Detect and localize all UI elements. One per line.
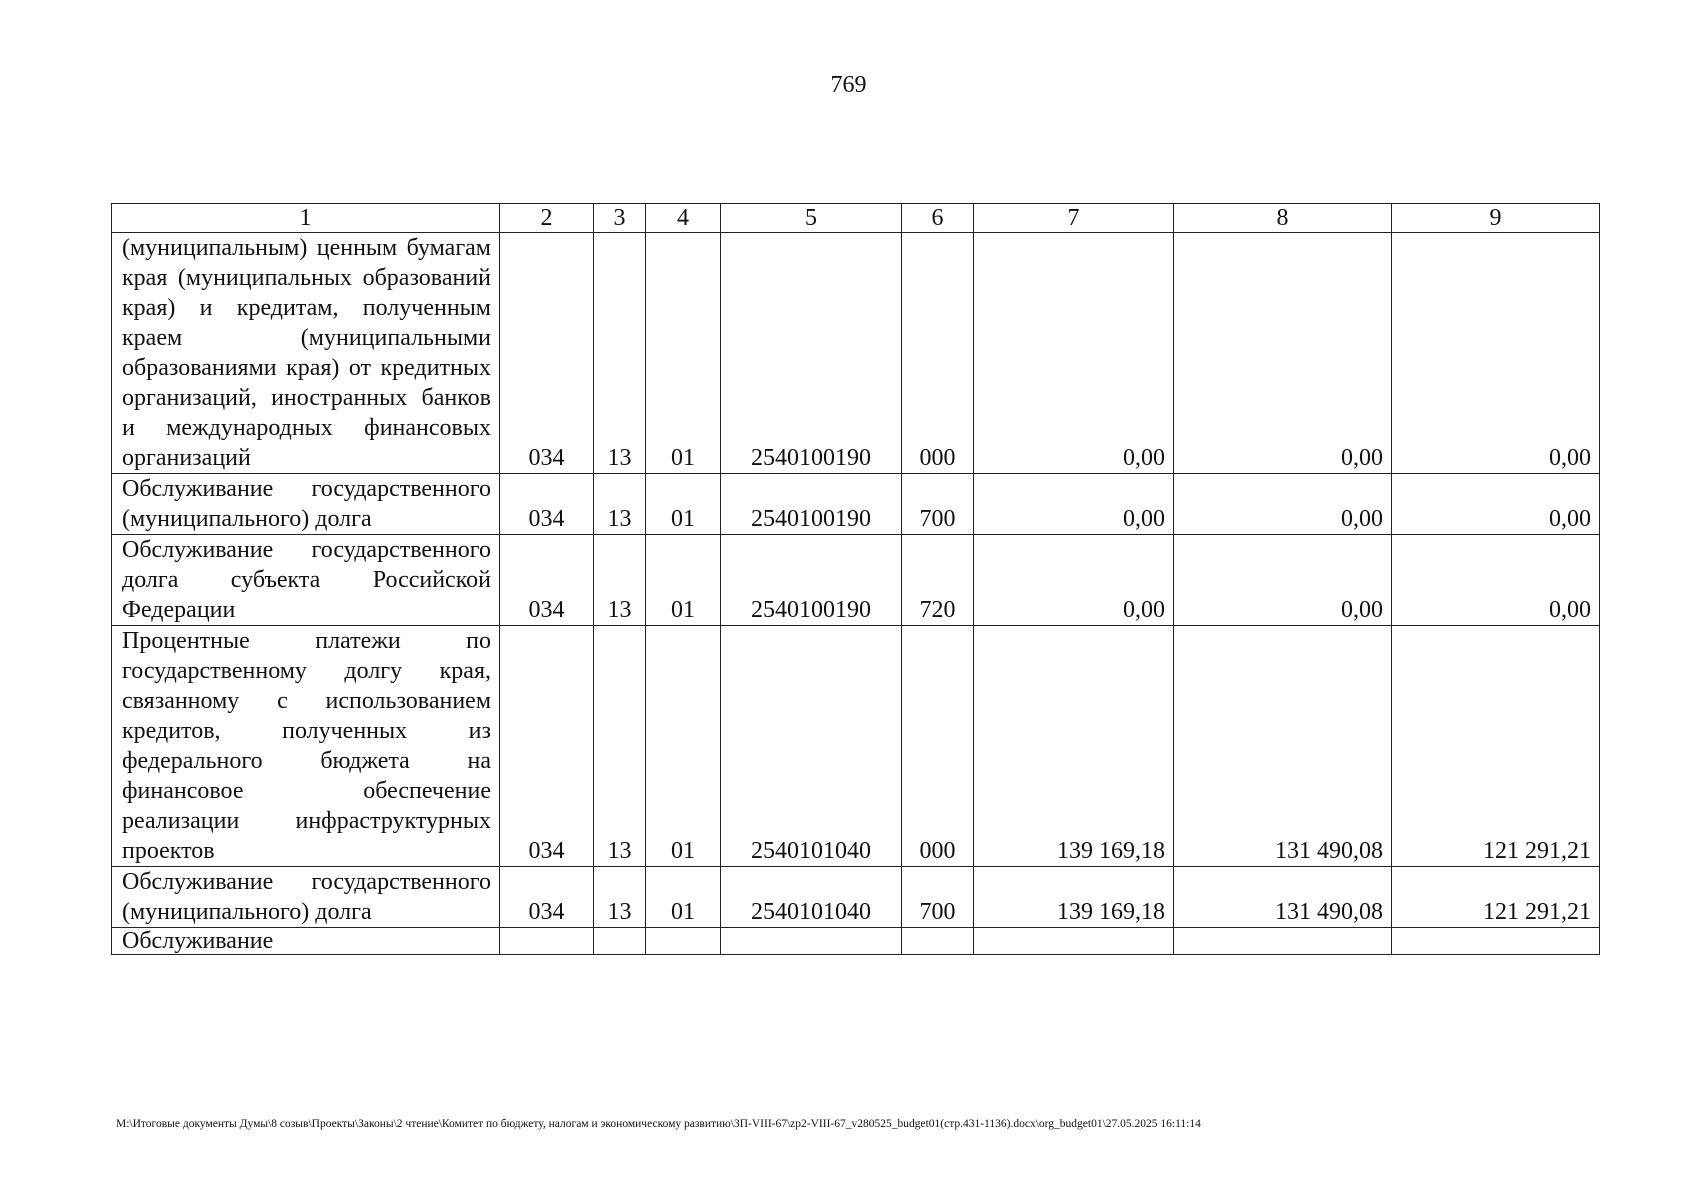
column-header: 3 <box>594 204 646 233</box>
cell-c6: 720 <box>902 535 974 626</box>
cell-c7: 0,00 <box>974 233 1174 474</box>
row-description: Обслуживание государственного долга субъекта Российской Федерации <box>112 535 500 626</box>
column-header: 9 <box>1392 204 1600 233</box>
cell-c6: 700 <box>902 474 974 535</box>
cell-c7: 139 169,18 <box>974 626 1174 867</box>
table-row <box>112 474 1600 535</box>
table-row <box>112 233 1600 474</box>
row-description: (муниципальным) ценным бумагам края (муниципальных образований края) и кредитам, полученным краем (муниципальными образованиями края) от кредитных организаций, иностранных банков и международных финансовых организаций <box>112 233 500 474</box>
cell-c4: 01 <box>646 535 721 626</box>
cell-c4: 01 <box>646 626 721 867</box>
column-header: 4 <box>646 204 721 233</box>
cell-c2: 034 <box>500 535 594 626</box>
cell-c3: 13 <box>594 867 646 928</box>
cell-c5: 2540101040 <box>721 626 902 867</box>
cell-c3: 13 <box>594 233 646 474</box>
cell-c6: 700 <box>902 867 974 928</box>
column-header: 5 <box>721 204 902 233</box>
cell-c5: 2540100190 <box>721 233 902 474</box>
cell-c3 <box>594 928 646 955</box>
cell-c8: 0,00 <box>1174 535 1392 626</box>
cell-c9: 0,00 <box>1392 233 1600 474</box>
cell-c7 <box>974 928 1174 955</box>
cell-c9: 0,00 <box>1392 474 1600 535</box>
cell-c9: 121 291,21 <box>1392 867 1600 928</box>
cell-c5: 2540100190 <box>721 474 902 535</box>
cell-c4: 01 <box>646 233 721 474</box>
cell-c2: 034 <box>500 233 594 474</box>
row-description: Обслуживание <box>112 928 500 955</box>
cell-c7: 139 169,18 <box>974 867 1174 928</box>
cell-c4: 01 <box>646 474 721 535</box>
cell-c8: 0,00 <box>1174 474 1392 535</box>
page-number: 769 <box>830 72 867 98</box>
cell-c6: 000 <box>902 233 974 474</box>
cell-c8: 0,00 <box>1174 233 1392 474</box>
footer-file-path: M:\Итоговые документы Думы\8 созыв\Проекты\Законы\2 чтение\Комитет по бюджету, налогам и экономическому развитию\ЗП-VIII-67\zp2-VIII-67_v280525_budget01(стр.431-1136).docx\org_budget01\27.05.2025 16:11:14 <box>116 1118 1201 1130</box>
cell-c4 <box>646 928 721 955</box>
cell-c4: 01 <box>646 867 721 928</box>
cell-c9 <box>1392 928 1600 955</box>
cell-c9: 121 291,21 <box>1392 626 1600 867</box>
cell-c8 <box>1174 928 1392 955</box>
table-row <box>112 535 1600 626</box>
table-row <box>112 867 1600 928</box>
cell-c6: 000 <box>902 626 974 867</box>
table-row <box>112 626 1600 867</box>
table-row <box>112 928 1600 955</box>
cell-c2: 034 <box>500 867 594 928</box>
cell-c3: 13 <box>594 626 646 867</box>
cell-c2 <box>500 928 594 955</box>
column-header: 1 <box>112 204 500 233</box>
column-header: 2 <box>500 204 594 233</box>
cell-c7: 0,00 <box>974 474 1174 535</box>
column-header: 6 <box>902 204 974 233</box>
cell-c5: 2540101040 <box>721 867 902 928</box>
table-header-row <box>112 204 1600 233</box>
column-header: 7 <box>974 204 1174 233</box>
cell-c5 <box>721 928 902 955</box>
cell-c3: 13 <box>594 535 646 626</box>
cell-c8: 131 490,08 <box>1174 626 1392 867</box>
column-header: 8 <box>1174 204 1392 233</box>
cell-c3: 13 <box>594 474 646 535</box>
cell-c5: 2540100190 <box>721 535 902 626</box>
cell-c7: 0,00 <box>974 535 1174 626</box>
row-description: Обслуживание государственного (муниципального) долга <box>112 867 500 928</box>
row-description: Обслуживание государственного (муниципального) долга <box>112 474 500 535</box>
budget-table <box>111 203 1600 955</box>
cell-c6 <box>902 928 974 955</box>
cell-c9: 0,00 <box>1392 535 1600 626</box>
cell-c2: 034 <box>500 626 594 867</box>
cell-c8: 131 490,08 <box>1174 867 1392 928</box>
row-description: Процентные платежи по государственному долгу края, связанному с использованием кредитов, полученных из федерального бюджета на финансовое обеспечение реализации инфраструктурных проектов <box>112 626 500 867</box>
cell-c2: 034 <box>500 474 594 535</box>
